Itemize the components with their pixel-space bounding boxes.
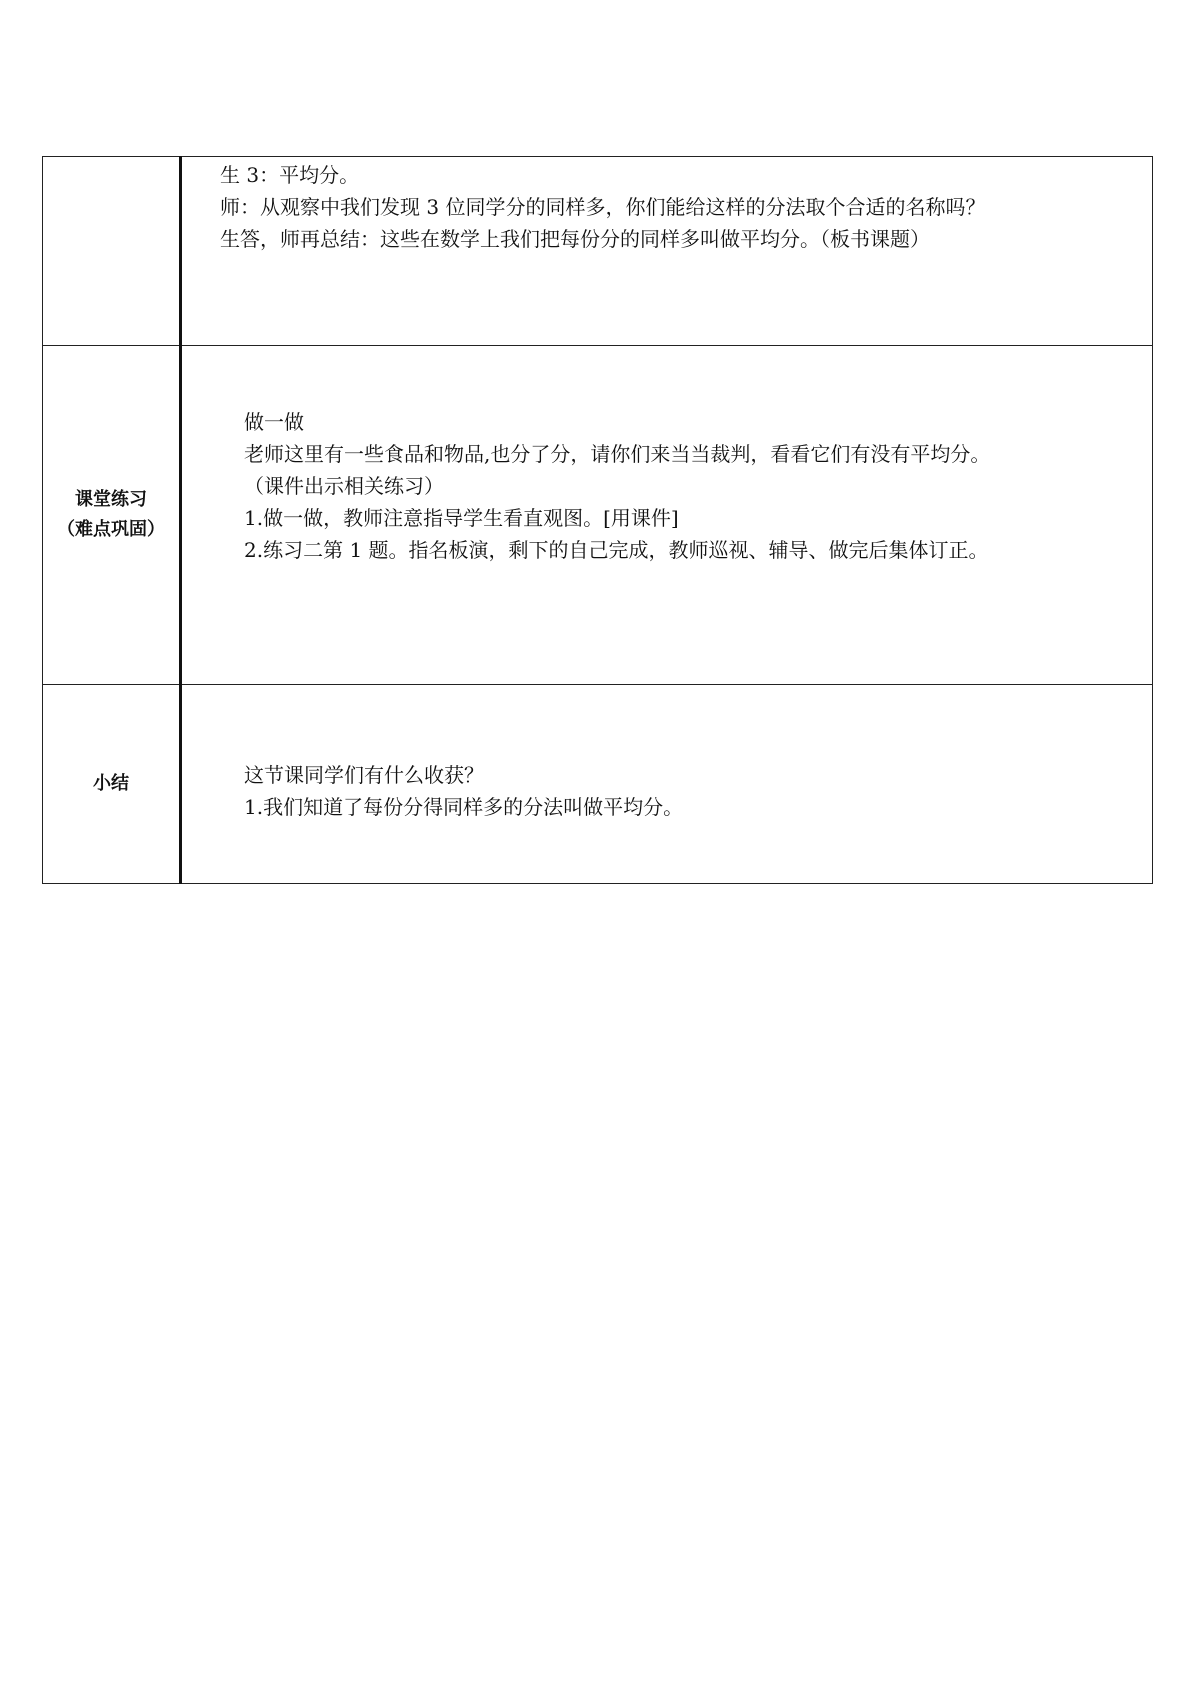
row-label-cell: [43, 685, 181, 884]
row-content-cell: [181, 157, 1153, 346]
content-line: 师：从观察中我们发现 3 位同学分的同样多，你们能给这样的分法取个合适的名称吗？: [220, 195, 986, 219]
lesson-plan-table: [42, 156, 1153, 884]
row-label-cell: [43, 346, 181, 685]
row-label-cell: [43, 157, 181, 346]
row-content: [182, 685, 1152, 823]
content-line: 生答，师再总结：这些在数学上我们把每份分的同样多叫做平均分。（板书课题）: [220, 227, 930, 251]
content-line: 这节课同学们有什么收获？: [244, 763, 484, 787]
content-line: 生 3：平均分。: [220, 163, 360, 187]
row-label: 课堂练习: [75, 489, 147, 510]
content-line: 老师这里有一些食品和物品,也分了分，请你们来当当裁判，看看它们有没有平均分。: [244, 442, 991, 466]
row-sublabel: （难点巩固）: [57, 519, 165, 540]
content-line: 做一做: [244, 410, 304, 434]
content-line: 1.我们知道了每份分得同样多的分法叫做平均分。: [244, 795, 684, 819]
row-content: [182, 346, 1152, 566]
table-row: [43, 157, 1153, 346]
table-row: [43, 685, 1153, 884]
content-line: 1.做一做，教师注意指导学生看直观图。[用课件]: [244, 506, 679, 530]
content-line: 2.练习二第 1 题。指名板演，剩下的自己完成，教师巡视、辅导、做完后集体订正。: [244, 538, 989, 562]
row-content: [182, 157, 1152, 255]
row-label: 小结: [93, 773, 129, 794]
table-row: [43, 346, 1153, 685]
row-content-cell: [181, 346, 1153, 685]
row-content-cell: [181, 685, 1153, 884]
content-line: （课件出示相关练习）: [244, 474, 444, 498]
